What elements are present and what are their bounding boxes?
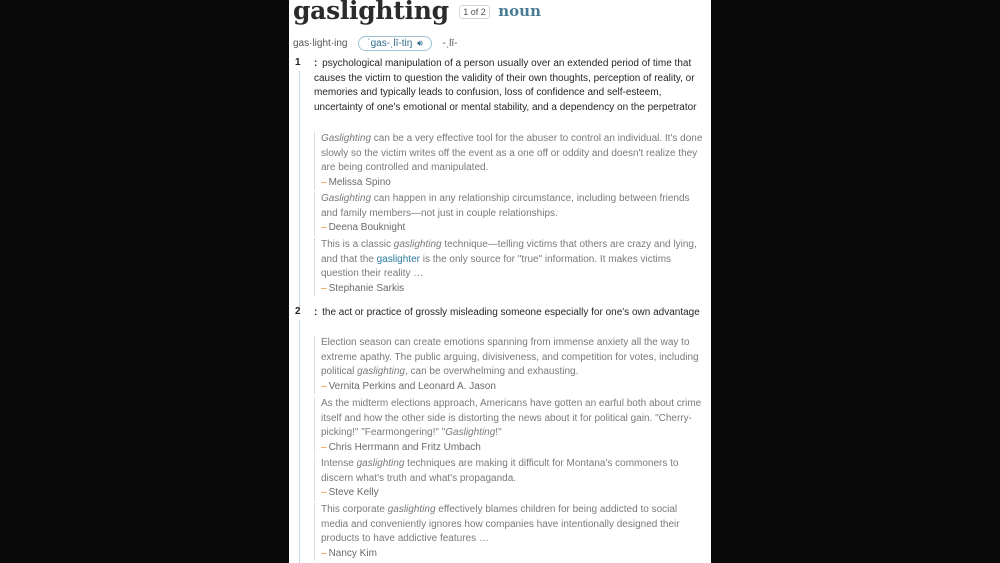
example-source: – Nancy Kim — [321, 547, 377, 559]
sense-number: 2 — [295, 306, 301, 317]
entry-counter-badge[interactable]: 1 of 2 — [459, 5, 490, 19]
definition-text: : the act or practice of grossly misleading someone especially for one's own advantage — [314, 307, 700, 318]
example-sentence: Intense gaslighting techniques are making it difficult for Montana's commoners to discern what's truth and what's propaganda. – Steve Kelly — [314, 457, 704, 501]
pronunciation-text: ˈgas-ˌlī-tiŋ — [367, 38, 413, 49]
pronunciation-variant: -ˌlī- — [442, 38, 458, 49]
example-sentence: This corporate gaslighting effectively blames children for being addicted to social media and conveniently ignores how companies have intentionally designed their products to have addictive features … – Nancy Kim — [314, 503, 704, 561]
definition-text: : psychological manipulation of a person usually over an extended period of time that causes the victim to question the validity of their own thoughts, perception of reality, or memories and typically leads to confusion, loss of confidence and self-esteem, uncertainty of one's emotional or mental stability, and a dependency on the perpetrator — [314, 58, 697, 113]
example-sentence: Gaslighting can happen in any relationship circumstance, including between friends and family members—not just in couple relationships. – Deena Bouknight — [314, 192, 704, 236]
gaslighter-link[interactable]: gaslighter — [376, 253, 420, 265]
speaker-icon: 🔊︎ — [417, 38, 423, 48]
sense-number: 1 — [295, 57, 301, 68]
entry-header — [293, 0, 541, 25]
example-source: – Vernita Perkins and Leonard A. Jason — [321, 380, 496, 392]
example-sentence: Election season can create emotions spanning from immense anxiety all the way to extreme apathy. The public arguing, divisiveness, and competition for votes, including political gaslighting, can be overwhelming and exhausting. – Vernita Perkins and Leonard A. Jason — [314, 336, 704, 394]
example-sentence: This is a classic gaslighting technique—telling victims that others are crazy and lying, and that the gaslighter is the only source for "true" information. It makes victims question their reality … – Stephanie Sarkis — [314, 238, 704, 296]
syllabification: gas·light·ing — [293, 38, 348, 49]
dictionary-entry-page — [289, 0, 711, 563]
pronunciation-button[interactable] — [358, 36, 431, 51]
example-sentence: As the midterm elections approach, Americans have gotten an earful both about crime itself and how the other side is distorting the news about it for political gain. "Cherry-picking!" "Fearmongering!" "Gaslighting!" – Chris Herrmann and Fritz Umbach — [314, 397, 704, 455]
sense-divider — [299, 71, 300, 308]
sense-divider — [299, 320, 300, 563]
headword: gaslighting — [293, 0, 449, 25]
example-source: – Stephanie Sarkis — [321, 282, 405, 294]
example-sentence: Gaslighting can be a very effective tool for the abuser to control an individual. It's done slowly so the victim writes off the event as a one off or oddity and doesn't realize they are being controlled and manipulated. – Melissa Spino — [314, 132, 704, 190]
example-source: – Melissa Spino — [321, 176, 391, 188]
example-source: – Chris Herrmann and Fritz Umbach — [321, 441, 481, 453]
part-of-speech-link[interactable]: noun — [498, 2, 541, 20]
example-source: – Steve Kelly — [321, 487, 379, 498]
pronunciation-row — [293, 36, 458, 51]
example-source: – Deena Bouknight — [321, 222, 406, 233]
